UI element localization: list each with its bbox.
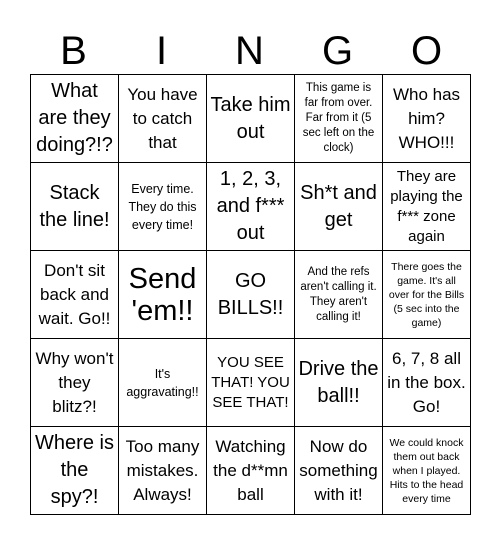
header-letter-i: I (155, 29, 169, 73)
header-letter-n: N (235, 29, 265, 73)
cell-text: They are playing the f*** zone again (390, 167, 463, 245)
bingo-cell-r2c5[interactable] (383, 163, 471, 251)
cell-text: YOU SEE THAT! YOU SEE THAT! (211, 353, 290, 411)
bingo-cell-r3c4[interactable] (295, 251, 383, 339)
bingo-cell-r5c3[interactable] (207, 427, 295, 515)
bingo-header (30, 28, 471, 74)
cell-text: This game is far from over. Far from it (5 sec left on the clock) (302, 82, 375, 154)
bingo-cell-r1c1[interactable] (31, 75, 119, 163)
cell-text: It's aggravating!! (126, 366, 199, 399)
cell-text: What are they doing?!? (36, 80, 113, 156)
bingo-cell-r5c5[interactable] (383, 427, 471, 515)
bingo-cell-r4c1[interactable] (31, 339, 119, 427)
header-letter-g: G (321, 29, 355, 73)
bingo-cell-r1c5[interactable] (383, 75, 471, 163)
bingo-cell-r5c1[interactable] (31, 427, 119, 515)
bingo-cell-r2c3[interactable] (207, 163, 295, 251)
bingo-cell-r3c3[interactable] (207, 251, 295, 339)
bingo-cell-r5c2[interactable] (119, 427, 207, 515)
bingo-cell-r4c3[interactable] (207, 339, 295, 427)
bingo-cell-r4c5[interactable] (383, 339, 471, 427)
header-letter-o: O (410, 29, 444, 73)
cell-text: Don't sit back and wait. Go!! (38, 260, 111, 328)
bingo-cell-r4c4[interactable] (295, 339, 383, 427)
cell-text: 1, 2, 3, and f*** out (216, 168, 285, 244)
cell-text: 6, 7, 8 all in the box. Go! (387, 348, 466, 416)
bingo-cell-r1c3[interactable] (207, 75, 295, 163)
cell-text: Where is the spy?! (35, 432, 114, 508)
bingo-cell-r1c2[interactable] (119, 75, 207, 163)
cell-text: Now do something with it! (299, 436, 378, 504)
cell-text: Sh*t and get (300, 181, 377, 231)
bingo-cell-r4c2[interactable] (119, 339, 207, 427)
bingo-cell-r3c2[interactable] (119, 251, 207, 339)
bingo-cell-r3c5[interactable] (383, 251, 471, 339)
cell-text: Why won't they blitz?! (35, 348, 114, 416)
cell-text: Who has him? WHO!!! (392, 84, 461, 152)
bingo-cell-r3c1[interactable] (31, 251, 119, 339)
bingo-grid (30, 74, 471, 515)
cell-text: We could knock them out back when I played. Hits to the head every time (389, 436, 464, 505)
cell-text: Take him out (210, 93, 291, 143)
bingo-cell-r2c1[interactable] (31, 163, 119, 251)
cell-text: Drive the ball!! (298, 357, 379, 407)
header-letter-b: B (60, 29, 88, 73)
cell-text: There goes the game. It's all over for the Bills (5 sec into the game) (388, 260, 465, 329)
cell-text: Every time. They do this every time! (128, 181, 197, 232)
cell-text: GO BILLS!! (217, 269, 284, 319)
bingo-cell-r2c4[interactable] (295, 163, 383, 251)
cell-text: You have to catch that (127, 84, 198, 152)
bingo-cell-r1c4[interactable] (295, 75, 383, 163)
cell-text: And the refs aren't calling it. They aren't calling it! (300, 265, 377, 323)
cell-text: Stack the line! (39, 181, 110, 231)
cell-text: Send 'em!! (128, 262, 197, 327)
bingo-cell-r2c2[interactable] (119, 163, 207, 251)
cell-text: Too many mistakes. Always! (125, 436, 200, 504)
bingo-cell-r5c4[interactable] (295, 427, 383, 515)
cell-text: Watching the d**mn ball (213, 436, 288, 504)
